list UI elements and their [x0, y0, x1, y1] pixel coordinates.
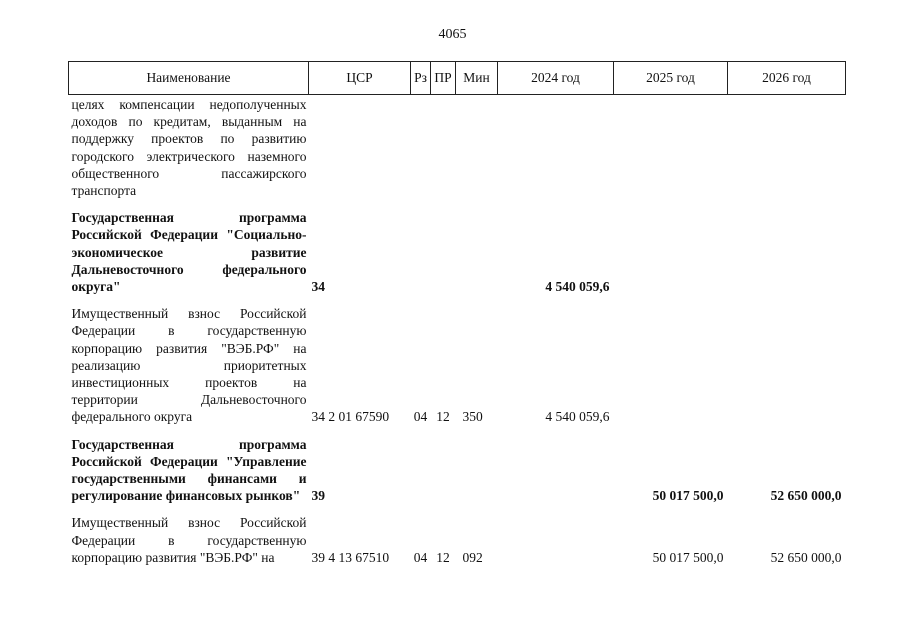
row-2026 — [728, 95, 846, 200]
row-name: целях компенсации недополученных доходов по кредитам, выданным на поддержку проектов по развитию городского электрического наземного общественного пассажирского транспорта — [71, 97, 307, 199]
row-2026: 52 650 000,0 — [770, 549, 842, 565]
header-csr: ЦСР — [309, 62, 411, 95]
table-row-program — [69, 199, 846, 295]
table-row — [69, 95, 846, 200]
row-name: Имущественный взнос Российской Федерации в государственную корпорацию развития "ВЭБ.РФ" на — [71, 515, 307, 565]
row-2025 — [614, 95, 728, 200]
row-2025 — [614, 295, 728, 425]
table-row — [69, 295, 846, 425]
header-min: Мин — [456, 62, 498, 95]
row-name: Государственная программа Российской Федерации "Социально-экономическое развитие Дальневосточного федерального округа" — [71, 210, 307, 295]
row-name: Государственная программа Российской Федерации "Управление государственными финансами и регулирование финансовых рынков" — [71, 436, 307, 504]
header-pr: ПР — [431, 62, 456, 95]
row-2024 — [498, 426, 614, 505]
header-2024: 2024 год — [498, 62, 614, 95]
budget-table — [68, 61, 846, 566]
row-pr — [431, 199, 456, 295]
row-pr — [431, 95, 456, 200]
row-2024: 4 540 059,6 — [545, 279, 610, 295]
row-rz — [411, 199, 431, 295]
row-2025: 50 017 500,0 — [652, 488, 724, 504]
header-2026: 2026 год — [728, 62, 846, 95]
row-csr: 34 — [311, 279, 325, 295]
table-header-row — [69, 62, 846, 95]
header-rz: Рз — [411, 62, 431, 95]
row-csr: 39 4 13 67510 — [311, 549, 390, 565]
row-csr — [309, 95, 411, 200]
row-2025: 50 017 500,0 — [652, 549, 724, 565]
table-row — [69, 504, 846, 566]
table-row-program — [69, 426, 846, 505]
row-2026: 52 650 000,0 — [770, 488, 842, 504]
row-2026 — [728, 295, 846, 425]
row-csr: 39 — [311, 488, 325, 504]
row-csr: 34 2 01 67590 — [311, 409, 390, 425]
row-2024 — [498, 95, 614, 200]
row-min: 350 — [462, 409, 483, 425]
row-2025 — [614, 199, 728, 295]
row-pr — [431, 426, 456, 505]
row-rz: 04 — [413, 409, 428, 425]
row-2024: 4 540 059,6 — [545, 409, 610, 425]
row-pr: 12 — [436, 549, 450, 565]
page-number: 4065 — [438, 27, 467, 42]
row-min — [456, 199, 498, 295]
row-2026 — [728, 199, 846, 295]
row-2024 — [498, 504, 614, 566]
row-rz — [411, 95, 431, 200]
row-rz: 04 — [413, 549, 428, 565]
row-min — [456, 426, 498, 505]
row-pr: 12 — [436, 409, 450, 425]
header-name: Наименование — [69, 62, 309, 95]
row-min: 092 — [462, 549, 483, 565]
header-2025: 2025 год — [614, 62, 728, 95]
row-rz — [411, 426, 431, 505]
row-name: Имущественный взнос Российской Федерации в государственную корпорацию развития "ВЭБ.РФ" на реализацию приоритетных инвестиционных проектов на территории Дальневосточного федерального округа — [71, 306, 307, 425]
row-min — [456, 95, 498, 200]
